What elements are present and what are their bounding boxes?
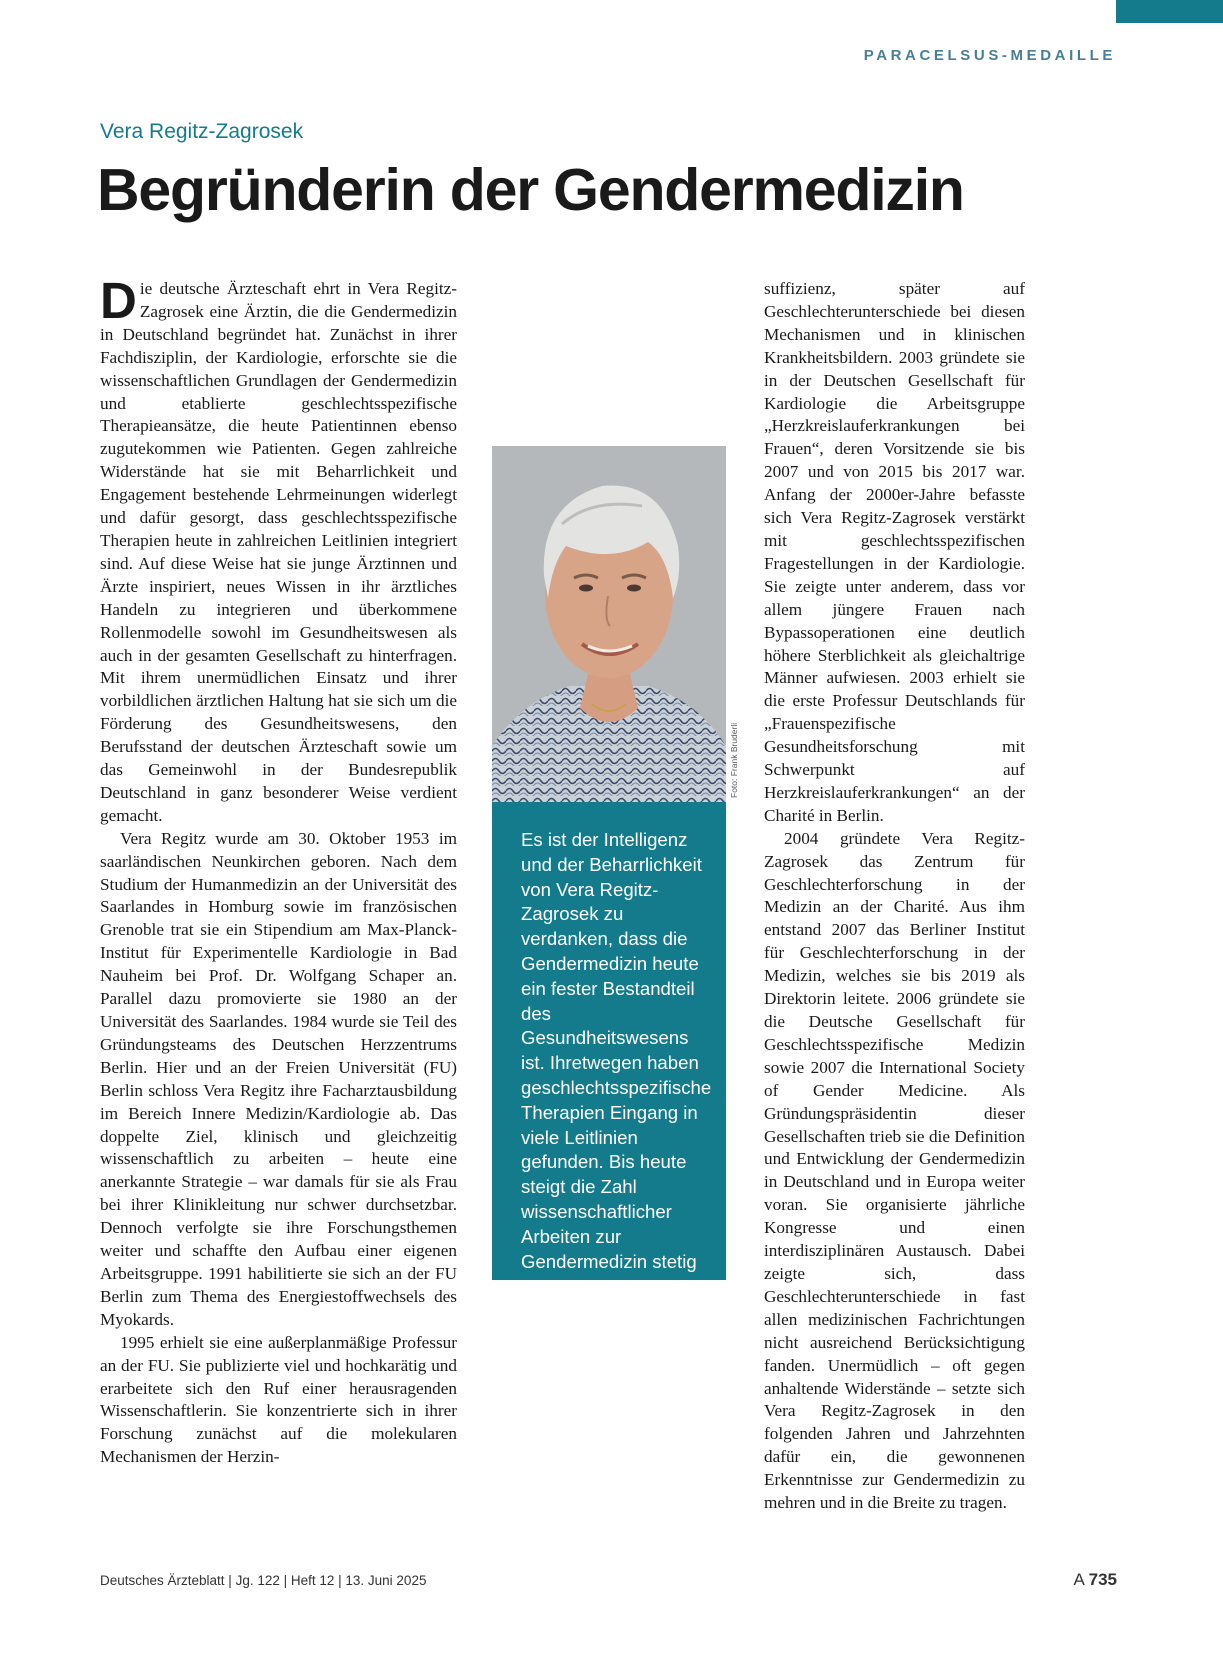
page-prefix: A bbox=[1073, 1570, 1084, 1589]
right-text-column bbox=[764, 278, 1025, 1515]
drop-cap: D bbox=[100, 272, 137, 329]
corner-accent-tab bbox=[1116, 0, 1223, 23]
pull-quote-text: Es ist der Intelligenz und der Beharrlichkeit von Vera Regitz-Zagrosek zu verdanken, dass die Gendermedizin heute ein fester Bestandteil des Gesundheitswesens ist. Ihretwegen haben geschlechtsspezifische Therapien Eingang in viele Leitlinien gefunden. Bis heute steigt die Zahl wissenschaftlicher Arbeiten zur Gendermedizin stetig an. bbox=[521, 829, 712, 1297]
author-name: Vera Regitz-Zagrosek bbox=[100, 120, 304, 143]
portrait-illustration bbox=[492, 446, 726, 802]
footer-page-number bbox=[1073, 1570, 1117, 1590]
pull-quote-box bbox=[492, 802, 726, 1297]
section-label: PARACELSUS-MEDAILLE bbox=[863, 47, 1116, 64]
footer-publication-info: Deutsches Ärzteblatt | Jg. 122 | Heft 12 | 13. Juni 2025 bbox=[100, 1573, 427, 1588]
page-number: 735 bbox=[1088, 1570, 1117, 1589]
portrait-photo bbox=[492, 446, 726, 802]
paragraph: 1995 erhielt sie eine außerplanmäßige Professur an der FU. Sie publizierte viel und hochkarätig und erarbeitete sich den Ruf einer herausragenden Wissenschaftlerin. Sie konzentrierte sich in ihrer Forschung zunächst auf die molekularen Mechanismen der Herzin- bbox=[100, 1332, 457, 1467]
photo-credit bbox=[726, 722, 744, 802]
paragraph: suffizienz, später auf Geschlechterunterschiede bei diesen Mechanismen und in klinischen Krankheitsbildern. 2003 gründete sie in der Deutschen Gesellschaft für Kardiologie die Arbeitsgruppe „Herzkreislauferkrankungen bei Frauen“, deren Vorsitzende sie bis 2007 und von 2015 bis 2017 war. Anfang der 2000er-Jahre befasste sich Vera Regitz-Zagrosek verstärkt mit geschlechtsspezifischen Fragestellungen in der Kardiologie. Sie zeigte unter anderem, dass vor allem jüngere Frauen nach Bypassoperationen eine deutlich höhere Sterblichkeit als gleichaltrige Männer aufwiesen. 2003 erhielt sie die erste Professur Deutschlands für „Frauenspezifische Gesundheitsforschung mit Schwerpunkt auf Herzkreislauferkrankungen“ an der Charité in Berlin. bbox=[764, 279, 1025, 825]
paragraph bbox=[100, 272, 457, 828]
left-text-column bbox=[100, 272, 457, 1469]
article-headline: Begründerin der Gendermedizin bbox=[97, 157, 964, 223]
paragraph-text: ie deutsche Ärzteschaft ehrt in Vera Regitz-Zagrosek eine Ärztin, die die Gendermedizin in Deutschland begründet hat. Zunächst in ihrer Fachdisziplin, der Kardiologie, erforschte sie die wissenschaftlichen Grundlagen der Gendermedizin und etablierte geschlechtsspezifische Therapieansätze, die heute Patientinnen ebenso zugutekommen wie Patienten. Gegen zahlreiche Widerstände hat sie mit Beharrlichkeit und Engagement bestehende Lehrmeinungen widerlegt und dafür gesorgt, dass geschlechtsspezifische Therapien heute in zahlreichen Leitlinien integriert sind. Auf diese Weise hat sie junge Ärztinnen und Ärzte inspiriert, neues Wissen in ihr ärztliches Handeln zu integrieren und überkommene Rollenmodelle sowohl im Gesundheitswesen als auch in der gesamten Gesellschaft zu hinterfragen. Mit ihrem unermüdlichen Einsatz und ihrer vorbildlichen ärztlichen Haltung hat sie sich um die Förderung des Gesundheitswesens, den Berufsstand der deutschen Ärzteschaft sowie um das Gemeinwohl in der Bundesrepublik Deutschland in ganz besonderer Weise verdient gemacht. bbox=[100, 279, 457, 825]
paragraph: Vera Regitz wurde am 30. Oktober 1953 im saarländischen Neunkirchen geboren. Nach dem Studium der Humanmedizin an der Universität des Saarlandes in Homburg sowie im französischen Grenoble trat sie ein Stipendium am Max-Planck-Institut für Experimentelle Kardiologie in Bad Nauheim bei Prof. Dr. Wolfgang Schaper an. Parallel dazu promovierte sie 1980 an der Universität des Saarlandes. 1984 wurde sie Teil des Gründungsteams des Deutschen Herzzentrums Berlin. Hier und an der Freien Universität (FU) Berlin schloss Vera Regitz ihre Facharztausbildung im Bereich Innere Medizin/Kardiologie ab. Das doppelte Ziel, klinisch und gleichzeitig wissenschaftlich zu arbeiten – heute eine anerkannte Strategie – war damals für sie als Frau bei ihrer Klinikleitung nur schwer durchsetzbar. Dennoch verfolgte sie ihre Forschungsthemen weiter und schaffte den Aufbau einer eigenen Arbeitsgruppe. 1991 habilitierte sie sich an der FU Berlin zum Thema des Energiestoffwechsels des Myokards. bbox=[100, 828, 457, 1329]
paragraph: 2004 gründete Vera Regitz-Zagrosek das Zentrum für Geschlechterforschung in der Medizin an der Charité. Aus ihm entstand 2007 das Berliner Institut für Geschlechterforschung in der Medizin, welches sie bis 2019 als Direktorin leitete. 2006 gründete sie die Deutsche Gesellschaft für Geschlechtsspezifische Medizin sowie 2007 die International Society of Gender Medicine. Als Gründungspräsidentin dieser Gesellschaften trieb sie die Definition und Entwicklung der Gendermedizin in Deutschland und in Europa weiter voran. Sie organisierte jährliche Kongresse und einen interdisziplinären Austausch. Dabei zeigte sich, dass Geschlechterunterschiede in fast allen medizinischen Fachrichtungen nicht ausreichend Berücksichtigung fanden. Unermüdlich – oft gegen anhaltende Widerstände – setzte sich Vera Regitz-Zagrosek in den folgenden Jahren und Jahrzehnten dafür ein, die gewonnenen Erkenntnisse zur Gendermedizin zu mehren und in die Breite zu tragen. bbox=[764, 828, 1025, 1513]
photo-credit-text: Foto: Frank Bruderli bbox=[729, 722, 739, 798]
